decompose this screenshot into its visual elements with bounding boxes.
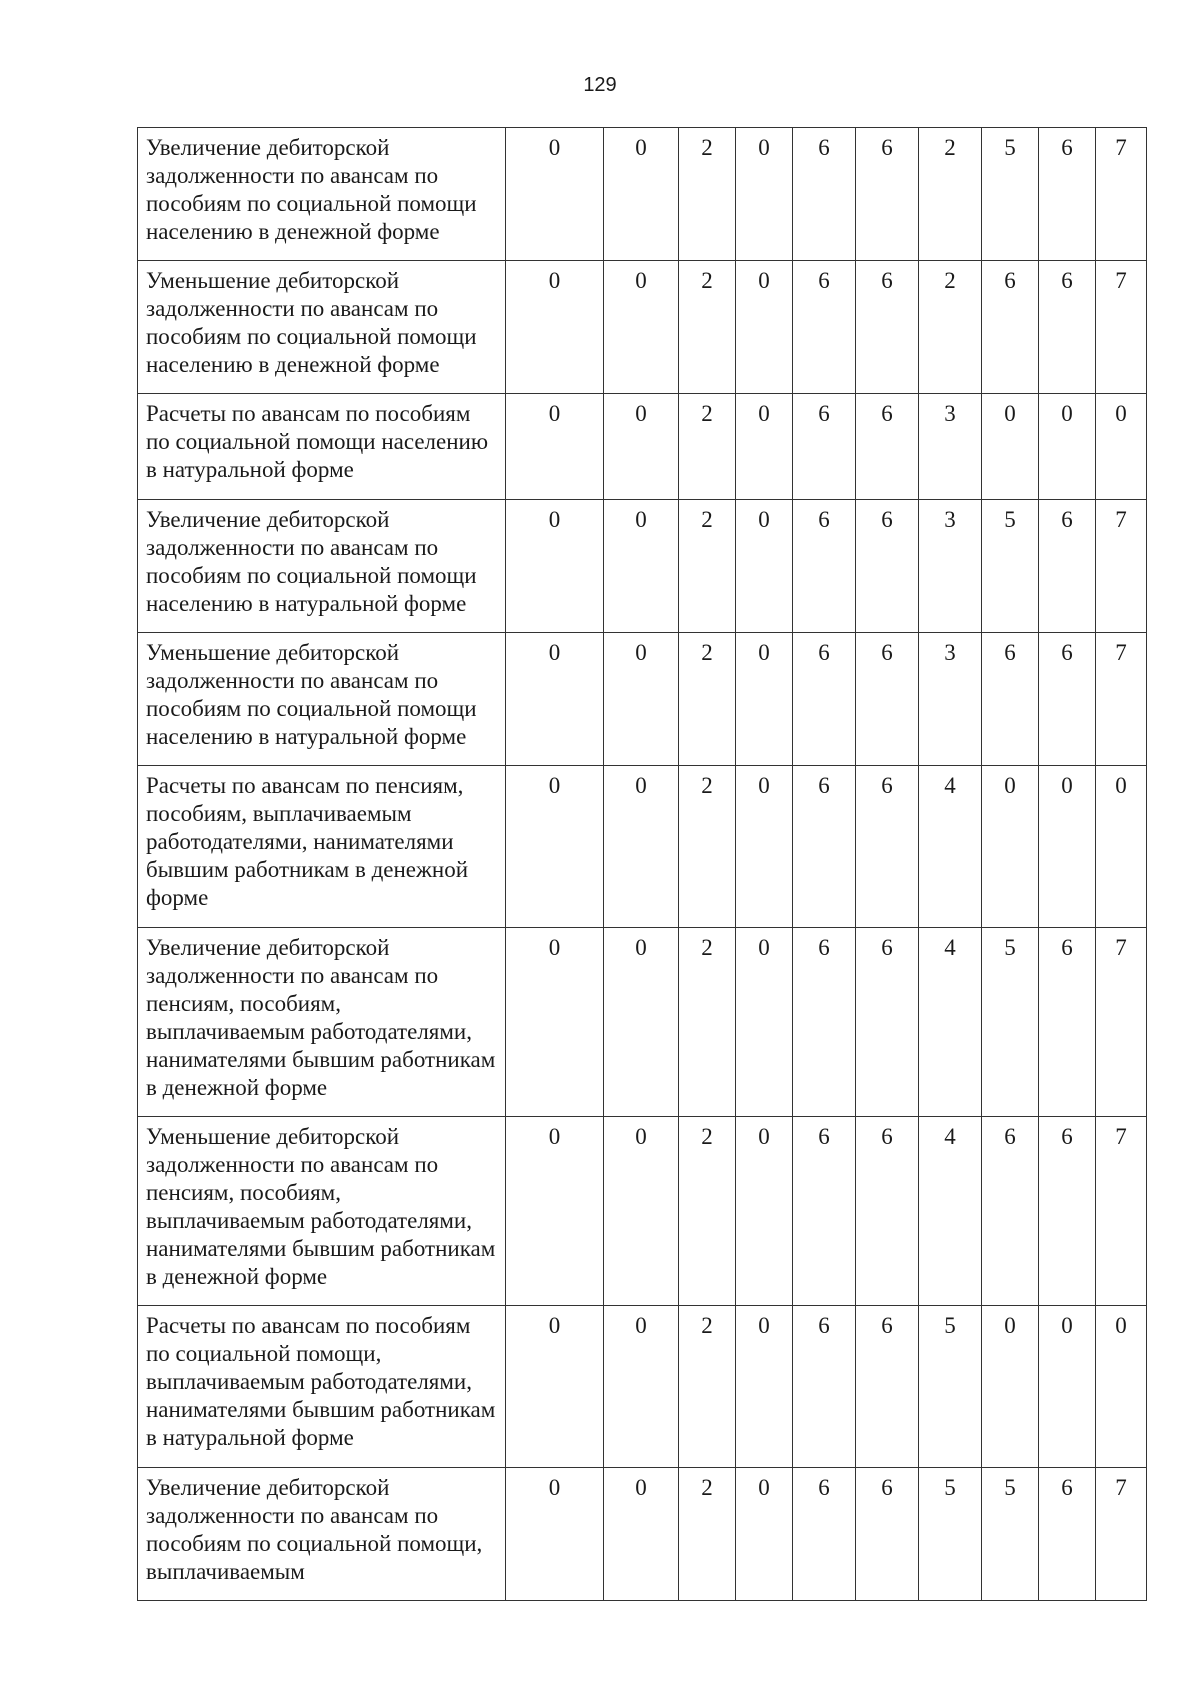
- code-digit-cell: 2: [679, 128, 736, 261]
- code-digit-cell: 0: [506, 394, 604, 500]
- row-description: Уменьшение дебиторской задолженности по авансам по пособиям по социальной помощи населению в денежной форме: [138, 261, 506, 394]
- code-digit-cell: 0: [736, 1468, 793, 1601]
- code-digit-cell: 6: [982, 633, 1039, 766]
- code-digit-cell: 2: [679, 928, 736, 1117]
- code-digit-cell: 7: [1096, 928, 1147, 1117]
- code-digit-cell: 0: [982, 1306, 1039, 1468]
- code-digit-cell: 0: [1096, 394, 1147, 500]
- code-digit-cell: 6: [1039, 261, 1096, 394]
- code-digit-cell: 0: [736, 261, 793, 394]
- code-digit-cell: 6: [982, 1117, 1039, 1306]
- code-digit-cell: 7: [1096, 128, 1147, 261]
- code-digit-cell: 6: [856, 1306, 919, 1468]
- code-digit-cell: 6: [793, 1117, 856, 1306]
- code-digit-cell: 2: [679, 261, 736, 394]
- code-digit-cell: 0: [604, 261, 679, 394]
- code-digit-cell: 0: [506, 1117, 604, 1306]
- code-digit-cell: 0: [604, 394, 679, 500]
- code-digit-cell: 6: [856, 633, 919, 766]
- code-digit-cell: 0: [604, 128, 679, 261]
- code-digit-cell: 2: [919, 261, 982, 394]
- page-number: 129: [583, 74, 617, 96]
- table-row: [138, 1117, 1147, 1306]
- code-digit-cell: 0: [736, 1117, 793, 1306]
- code-digit-cell: 0: [604, 1468, 679, 1601]
- code-digit-cell: 0: [1039, 394, 1096, 500]
- code-digit-cell: 6: [793, 500, 856, 633]
- code-digit-cell: 6: [856, 1468, 919, 1601]
- code-digit-cell: 6: [856, 766, 919, 928]
- code-digit-cell: 0: [506, 261, 604, 394]
- row-description: Расчеты по авансам по пенсиям, пособиям, выплачиваемым работодателями, нанимателями бывшим работникам в денежной форме: [138, 766, 506, 928]
- code-digit-cell: 5: [982, 928, 1039, 1117]
- code-digit-cell: 6: [793, 766, 856, 928]
- code-digit-cell: 4: [919, 928, 982, 1117]
- code-digit-cell: 6: [1039, 500, 1096, 633]
- code-digit-cell: 0: [736, 128, 793, 261]
- code-digit-cell: 6: [1039, 128, 1096, 261]
- code-digit-cell: 0: [1039, 766, 1096, 928]
- table-row: [138, 1306, 1147, 1468]
- code-digit-cell: 3: [919, 500, 982, 633]
- code-digit-cell: 3: [919, 633, 982, 766]
- code-digit-cell: 7: [1096, 633, 1147, 766]
- row-description: Расчеты по авансам по пособиям по социальной помощи населению в натуральной форме: [138, 394, 506, 500]
- code-digit-cell: 0: [506, 128, 604, 261]
- code-digit-cell: 0: [982, 766, 1039, 928]
- code-digit-cell: 4: [919, 766, 982, 928]
- code-digit-cell: 0: [506, 500, 604, 633]
- table-row: [138, 766, 1147, 928]
- code-digit-cell: 6: [856, 1117, 919, 1306]
- code-digit-cell: 0: [736, 1306, 793, 1468]
- code-digit-cell: 6: [793, 128, 856, 261]
- table-row: [138, 128, 1147, 261]
- code-digit-cell: 0: [506, 633, 604, 766]
- code-digit-cell: 2: [679, 1306, 736, 1468]
- code-digit-cell: 6: [793, 928, 856, 1117]
- code-digit-cell: 0: [1096, 766, 1147, 928]
- code-digit-cell: 6: [793, 1468, 856, 1601]
- code-digit-cell: 0: [604, 928, 679, 1117]
- row-description: Расчеты по авансам по пособиям по социальной помощи, выплачиваемым работодателями, нанимателями бывшим работникам в натуральной форме: [138, 1306, 506, 1468]
- code-digit-cell: 6: [856, 500, 919, 633]
- code-digit-cell: 6: [856, 394, 919, 500]
- table-row: [138, 633, 1147, 766]
- code-digit-cell: 5: [919, 1306, 982, 1468]
- code-digit-cell: 6: [982, 261, 1039, 394]
- code-digit-cell: 0: [736, 633, 793, 766]
- code-digit-cell: 6: [1039, 633, 1096, 766]
- code-digit-cell: 0: [506, 1468, 604, 1601]
- account-code-table: [137, 127, 1147, 1601]
- table-body: [138, 128, 1147, 1601]
- code-digit-cell: 0: [604, 500, 679, 633]
- code-digit-cell: 0: [1039, 1306, 1096, 1468]
- code-digit-cell: 2: [919, 128, 982, 261]
- code-digit-cell: 6: [793, 394, 856, 500]
- code-digit-cell: 0: [982, 394, 1039, 500]
- code-digit-cell: 0: [506, 766, 604, 928]
- code-digit-cell: 4: [919, 1117, 982, 1306]
- code-digit-cell: 2: [679, 500, 736, 633]
- code-digit-cell: 2: [679, 394, 736, 500]
- code-digit-cell: 2: [679, 1468, 736, 1601]
- row-description: Уменьшение дебиторской задолженности по авансам по пенсиям, пособиям, выплачиваемым работодателями, нанимателями бывшим работникам в денежной форме: [138, 1117, 506, 1306]
- code-digit-cell: 6: [793, 1306, 856, 1468]
- code-digit-cell: 5: [982, 500, 1039, 633]
- code-digit-cell: 7: [1096, 261, 1147, 394]
- code-digit-cell: 7: [1096, 1117, 1147, 1306]
- code-digit-cell: 6: [856, 128, 919, 261]
- code-digit-cell: 6: [856, 261, 919, 394]
- code-digit-cell: 0: [604, 633, 679, 766]
- code-digit-cell: 5: [919, 1468, 982, 1601]
- code-digit-cell: 5: [982, 1468, 1039, 1601]
- row-description: Увеличение дебиторской задолженности по авансам по пособиям по социальной помощи, выплачиваемым: [138, 1468, 506, 1601]
- table-row: [138, 394, 1147, 500]
- code-digit-cell: 0: [736, 394, 793, 500]
- code-digit-cell: 5: [982, 128, 1039, 261]
- table-row: [138, 928, 1147, 1117]
- code-digit-cell: 0: [736, 500, 793, 633]
- code-digit-cell: 6: [856, 928, 919, 1117]
- code-digit-cell: 6: [1039, 1117, 1096, 1306]
- table-row: [138, 1468, 1147, 1601]
- code-digit-cell: 6: [793, 261, 856, 394]
- code-digit-cell: 7: [1096, 1468, 1147, 1601]
- code-digit-cell: 0: [506, 1306, 604, 1468]
- code-digit-cell: 3: [919, 394, 982, 500]
- code-digit-cell: 0: [736, 766, 793, 928]
- code-digit-cell: 0: [604, 1117, 679, 1306]
- table-row: [138, 261, 1147, 394]
- code-digit-cell: 7: [1096, 500, 1147, 633]
- code-digit-cell: 0: [604, 1306, 679, 1468]
- table-row: [138, 500, 1147, 633]
- code-digit-cell: 0: [736, 928, 793, 1117]
- code-digit-cell: 2: [679, 1117, 736, 1306]
- code-digit-cell: 0: [506, 928, 604, 1117]
- row-description: Уменьшение дебиторской задолженности по авансам по пособиям по социальной помощи населению в натуральной форме: [138, 633, 506, 766]
- row-description: Увеличение дебиторской задолженности по авансам по пособиям по социальной помощи населению в денежной форме: [138, 128, 506, 261]
- code-digit-cell: 6: [793, 633, 856, 766]
- code-digit-cell: 0: [604, 766, 679, 928]
- code-digit-cell: 0: [1096, 1306, 1147, 1468]
- code-digit-cell: 6: [1039, 1468, 1096, 1601]
- code-digit-cell: 2: [679, 766, 736, 928]
- row-description: Увеличение дебиторской задолженности по авансам по пособиям по социальной помощи населению в натуральной форме: [138, 500, 506, 633]
- code-digit-cell: 6: [1039, 928, 1096, 1117]
- code-digit-cell: 2: [679, 633, 736, 766]
- row-description: Увеличение дебиторской задолженности по авансам по пенсиям, пособиям, выплачиваемым работодателями, нанимателями бывшим работникам в денежной форме: [138, 928, 506, 1117]
